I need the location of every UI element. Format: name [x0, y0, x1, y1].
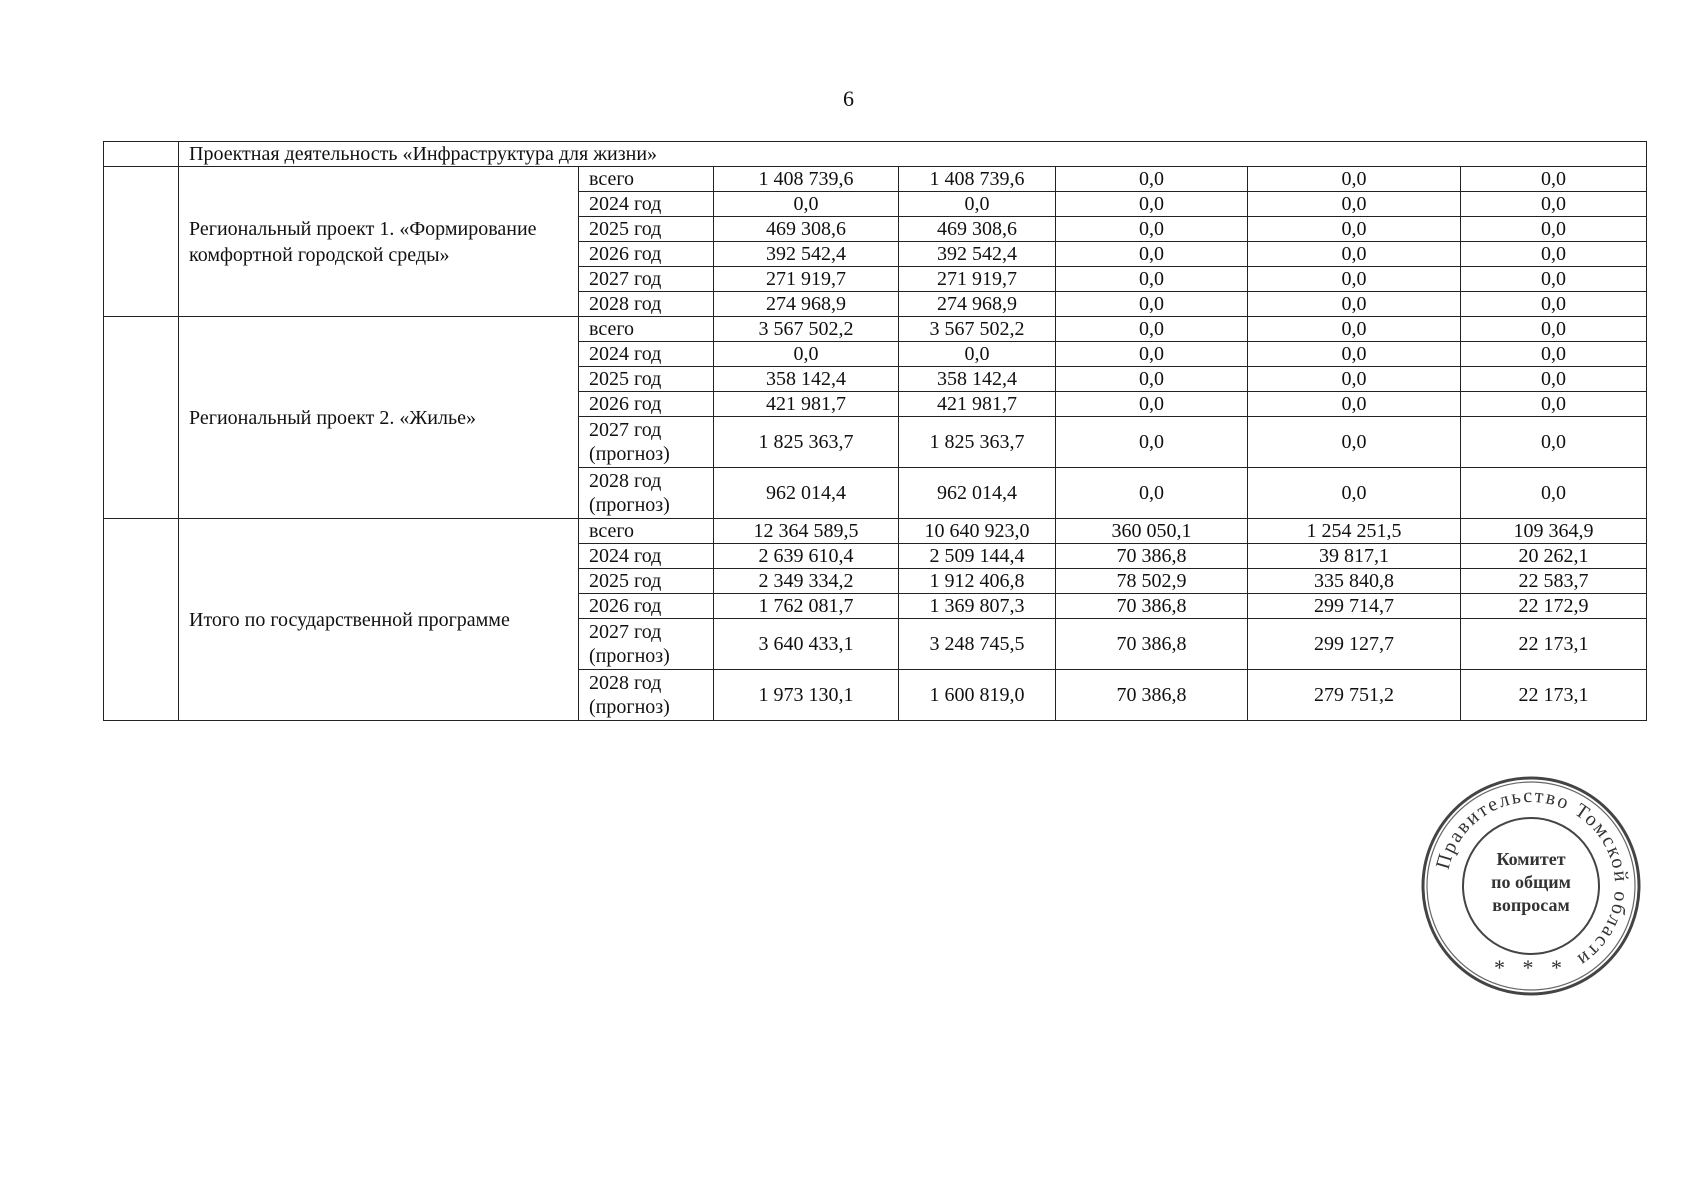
value-cell: 2 349 334,2	[714, 569, 899, 594]
value-cell: 0,0	[1248, 417, 1461, 468]
value-cell: 70 386,8	[1056, 594, 1248, 619]
period-cell: 2024 год	[579, 192, 714, 217]
stamp-outer-text: Правительство Томской области	[1431, 784, 1633, 972]
period-cell: 2026 год	[579, 392, 714, 417]
section-row	[104, 142, 1647, 167]
value-cell: 0,0	[1056, 167, 1248, 192]
value-cell: 274 968,9	[714, 292, 899, 317]
value-cell: 0,0	[1248, 468, 1461, 519]
value-cell: 0,0	[1056, 367, 1248, 392]
value-cell: 1 912 406,8	[899, 569, 1056, 594]
program-name: Итого по государственной программе	[179, 519, 579, 721]
value-cell: 0,0	[1248, 167, 1461, 192]
value-cell: 271 919,7	[714, 267, 899, 292]
value-cell: 0,0	[714, 342, 899, 367]
value-cell: 274 968,9	[899, 292, 1056, 317]
value-cell: 0,0	[714, 192, 899, 217]
table-row	[104, 167, 1647, 192]
value-cell: 1 825 363,7	[714, 417, 899, 468]
value-cell: 39 817,1	[1248, 544, 1461, 569]
period-cell: 2024 год	[579, 342, 714, 367]
period-cell: 2026 год	[579, 594, 714, 619]
value-cell: 0,0	[1461, 367, 1647, 392]
value-cell: 3 567 502,2	[714, 317, 899, 342]
value-cell: 0,0	[1248, 217, 1461, 242]
program-name: Региональный проект 1. «Формирование комфортной городской среды»	[179, 167, 579, 317]
value-cell: 22 172,9	[1461, 594, 1647, 619]
value-cell: 1 369 807,3	[899, 594, 1056, 619]
value-cell: 22 173,1	[1461, 670, 1647, 721]
value-cell: 70 386,8	[1056, 544, 1248, 569]
value-cell: 962 014,4	[899, 468, 1056, 519]
value-cell: 358 142,4	[899, 367, 1056, 392]
period-cell: 2026 год	[579, 242, 714, 267]
value-cell: 0,0	[1056, 267, 1248, 292]
table-body	[104, 142, 1647, 721]
value-cell: 0,0	[1248, 267, 1461, 292]
value-cell: 0,0	[1056, 292, 1248, 317]
period-cell: 2027 год (прогноз)	[579, 417, 714, 468]
value-cell: 469 308,6	[714, 217, 899, 242]
row-number-cell	[104, 167, 179, 317]
stamp-stars: * * *	[1494, 955, 1568, 980]
value-cell: 0,0	[1461, 468, 1647, 519]
row-number-cell	[104, 519, 179, 721]
official-stamp	[1420, 775, 1642, 997]
value-cell: 0,0	[1461, 392, 1647, 417]
value-cell: 0,0	[1461, 192, 1647, 217]
value-cell: 20 262,1	[1461, 544, 1647, 569]
section-number-cell	[104, 142, 179, 167]
value-cell: 0,0	[1056, 242, 1248, 267]
value-cell: 0,0	[1248, 392, 1461, 417]
value-cell: 0,0	[899, 342, 1056, 367]
value-cell: 22 583,7	[1461, 569, 1647, 594]
value-cell: 0,0	[1461, 292, 1647, 317]
budget-table	[103, 141, 1647, 721]
value-cell: 3 640 433,1	[714, 619, 899, 670]
value-cell: 0,0	[1461, 167, 1647, 192]
value-cell: 1 762 081,7	[714, 594, 899, 619]
value-cell: 392 542,4	[714, 242, 899, 267]
period-cell: 2028 год	[579, 292, 714, 317]
program-name: Региональный проект 2. «Жилье»	[179, 317, 579, 519]
value-cell: 0,0	[1056, 392, 1248, 417]
value-cell: 2 509 144,4	[899, 544, 1056, 569]
value-cell: 360 050,1	[1056, 519, 1248, 544]
value-cell: 279 751,2	[1248, 670, 1461, 721]
table-row	[104, 519, 1647, 544]
value-cell: 0,0	[1461, 417, 1647, 468]
page-number: 6	[843, 86, 854, 111]
value-cell: 2 639 610,4	[714, 544, 899, 569]
value-cell: 0,0	[1461, 342, 1647, 367]
section-title: Проектная деятельность «Инфраструктура для жизни»	[179, 142, 1647, 167]
value-cell: 0,0	[1248, 342, 1461, 367]
value-cell: 22 173,1	[1461, 619, 1647, 670]
value-cell: 1 408 739,6	[899, 167, 1056, 192]
value-cell: 421 981,7	[899, 392, 1056, 417]
stamp-line-2: по общим	[1491, 872, 1571, 892]
value-cell: 0,0	[1056, 417, 1248, 468]
value-cell: 1 973 130,1	[714, 670, 899, 721]
value-cell: 299 127,7	[1248, 619, 1461, 670]
table-row	[104, 317, 1647, 342]
value-cell: 0,0	[1461, 317, 1647, 342]
period-cell: 2025 год	[579, 367, 714, 392]
value-cell: 0,0	[1056, 217, 1248, 242]
value-cell: 0,0	[899, 192, 1056, 217]
value-cell: 10 640 923,0	[899, 519, 1056, 544]
value-cell: 335 840,8	[1248, 569, 1461, 594]
value-cell: 469 308,6	[899, 217, 1056, 242]
value-cell: 0,0	[1056, 342, 1248, 367]
period-cell: 2024 год	[579, 544, 714, 569]
value-cell: 1 600 819,0	[899, 670, 1056, 721]
value-cell: 3 248 745,5	[899, 619, 1056, 670]
value-cell: 12 364 589,5	[714, 519, 899, 544]
period-cell: 2027 год	[579, 267, 714, 292]
value-cell: 70 386,8	[1056, 619, 1248, 670]
value-cell: 1 254 251,5	[1248, 519, 1461, 544]
value-cell: 271 919,7	[899, 267, 1056, 292]
value-cell: 0,0	[1248, 292, 1461, 317]
value-cell: 109 364,9	[1461, 519, 1647, 544]
value-cell: 299 714,7	[1248, 594, 1461, 619]
value-cell: 358 142,4	[714, 367, 899, 392]
period-cell: всего	[579, 167, 714, 192]
stamp-line-1: Комитет	[1496, 849, 1566, 869]
value-cell: 0,0	[1056, 317, 1248, 342]
value-cell: 0,0	[1248, 367, 1461, 392]
period-cell: 2028 год (прогноз)	[579, 670, 714, 721]
value-cell: 1 825 363,7	[899, 417, 1056, 468]
value-cell: 421 981,7	[714, 392, 899, 417]
period-cell: 2025 год	[579, 217, 714, 242]
value-cell: 1 408 739,6	[714, 167, 899, 192]
value-cell: 0,0	[1248, 192, 1461, 217]
value-cell: 0,0	[1056, 468, 1248, 519]
period-cell: 2025 год	[579, 569, 714, 594]
row-number-cell	[104, 317, 179, 519]
value-cell: 392 542,4	[899, 242, 1056, 267]
value-cell: 0,0	[1461, 217, 1647, 242]
stamp-line-3: вопросам	[1492, 895, 1570, 915]
value-cell: 0,0	[1248, 317, 1461, 342]
value-cell: 962 014,4	[714, 468, 899, 519]
period-cell: всего	[579, 519, 714, 544]
period-cell: 2028 год (прогноз)	[579, 468, 714, 519]
period-cell: 2027 год (прогноз)	[579, 619, 714, 670]
period-cell: всего	[579, 317, 714, 342]
value-cell: 0,0	[1248, 242, 1461, 267]
value-cell: 0,0	[1461, 267, 1647, 292]
value-cell: 0,0	[1461, 242, 1647, 267]
value-cell: 0,0	[1056, 192, 1248, 217]
value-cell: 70 386,8	[1056, 670, 1248, 721]
value-cell: 78 502,9	[1056, 569, 1248, 594]
value-cell: 3 567 502,2	[899, 317, 1056, 342]
